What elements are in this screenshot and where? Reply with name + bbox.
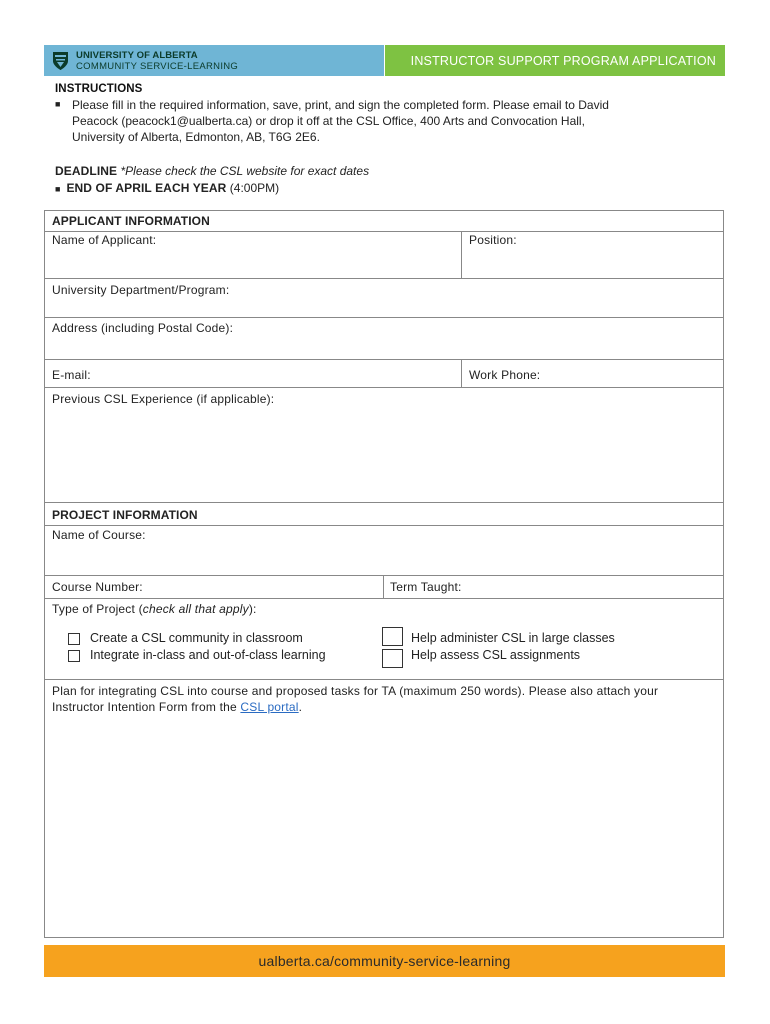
contact-row [45, 360, 723, 388]
form-title: INSTRUCTOR SUPPORT PROGRAM APPLICATION [385, 45, 725, 76]
course-number-label: Course Number: [52, 580, 143, 594]
option-assess-assignments: Help assess CSL assignments [411, 648, 581, 662]
university-logo [44, 45, 384, 76]
experience-row[interactable] [45, 388, 723, 503]
divider [461, 231, 462, 278]
instructions-line-1: Please fill in the required information, save, print, and sign the completed form. Please email to David [72, 98, 609, 112]
department-row[interactable] [45, 279, 723, 318]
position-label: Position: [469, 233, 517, 247]
footer-url[interactable]: ualberta.ca/community-service-learning [258, 953, 511, 969]
deadline-section [55, 163, 725, 198]
course-name-field[interactable] [49, 545, 719, 573]
instructions-line-3: University of Alberta, Edmonton, AB, T6G 2E6. [72, 130, 320, 144]
address-row[interactable] [45, 318, 723, 360]
project-type-label: Type of Project (check all that apply): [52, 602, 257, 616]
deadline-time: (4:00PM) [226, 181, 280, 195]
deadline-label: DEADLINE [55, 164, 118, 178]
plan-row[interactable] [45, 680, 723, 937]
shield-icon [52, 51, 69, 71]
plan-line-1: Plan for integrating CSL into course and proposed tasks for TA (maximum 250 words). Please also attach your [52, 684, 659, 698]
applicant-section-title: APPLICANT INFORMATION [52, 214, 210, 228]
position-field[interactable] [465, 249, 719, 275]
checkbox-create-community[interactable] [68, 633, 80, 645]
logo-line-csl: COMMUNITY SERVICE-LEARNING [76, 60, 239, 72]
address-label: Address (including Postal Code): [52, 321, 234, 335]
divider [45, 525, 723, 526]
phone-label: Work Phone: [469, 368, 541, 382]
checkbox-administer-csl[interactable] [382, 627, 403, 646]
applicant-name-label: Name of Applicant: [52, 233, 157, 247]
department-label: University Department/Program: [52, 283, 230, 297]
applicant-name-field[interactable] [49, 249, 457, 275]
instructions-title: INSTRUCTIONS [55, 83, 143, 95]
divider [383, 576, 384, 598]
deadline-note: *Please check the CSL website for exact dates [120, 164, 370, 178]
option-integrate-learning: Integrate in-class and out-of-class learning [90, 648, 326, 662]
term-label: Term Taught: [390, 580, 462, 594]
applicant-name-row [45, 211, 723, 279]
course-name-label: Name of Course: [52, 528, 146, 542]
plan-line-2: Instructor Intention Form from the [52, 700, 241, 714]
course-name-row [45, 503, 723, 576]
divider [45, 231, 723, 232]
application-form [44, 210, 724, 938]
footer-banner [44, 945, 725, 977]
divider [461, 360, 462, 387]
bullet-icon: ■ [55, 184, 61, 194]
instructions-bullet [55, 97, 725, 145]
checkbox-integrate-learning[interactable] [68, 650, 80, 662]
project-section-title: PROJECT INFORMATION [52, 508, 198, 522]
course-number-row [45, 576, 723, 599]
page-header [44, 45, 725, 76]
bullet-icon: ■ [55, 99, 61, 109]
experience-label: Previous CSL Experience (if applicable): [52, 392, 275, 406]
option-create-community: Create a CSL community in classroom [90, 631, 303, 645]
email-label: E-mail: [52, 368, 91, 382]
project-type-row [45, 599, 723, 680]
checkbox-assess-assignments[interactable] [382, 649, 403, 668]
instructions-line-2: Peacock (peacock1@ualberta.ca) or drop it off at the CSL Office, 400 Arts and Convocation Hall, [72, 114, 585, 128]
csl-portal-link[interactable]: CSL portal [240, 700, 299, 714]
option-administer-csl: Help administer CSL in large classes [411, 631, 615, 645]
instructions-section [55, 83, 725, 145]
logo-line-university: UNIVERSITY OF ALBERTA [76, 49, 198, 61]
deadline-date: END OF APRIL EACH YEAR [66, 181, 227, 195]
plan-instructions: Plan for integrating CSL into course and proposed tasks for TA (maximum 250 words). Please also attach your Instructor Intention Form from the CSL portal. [52, 684, 659, 714]
